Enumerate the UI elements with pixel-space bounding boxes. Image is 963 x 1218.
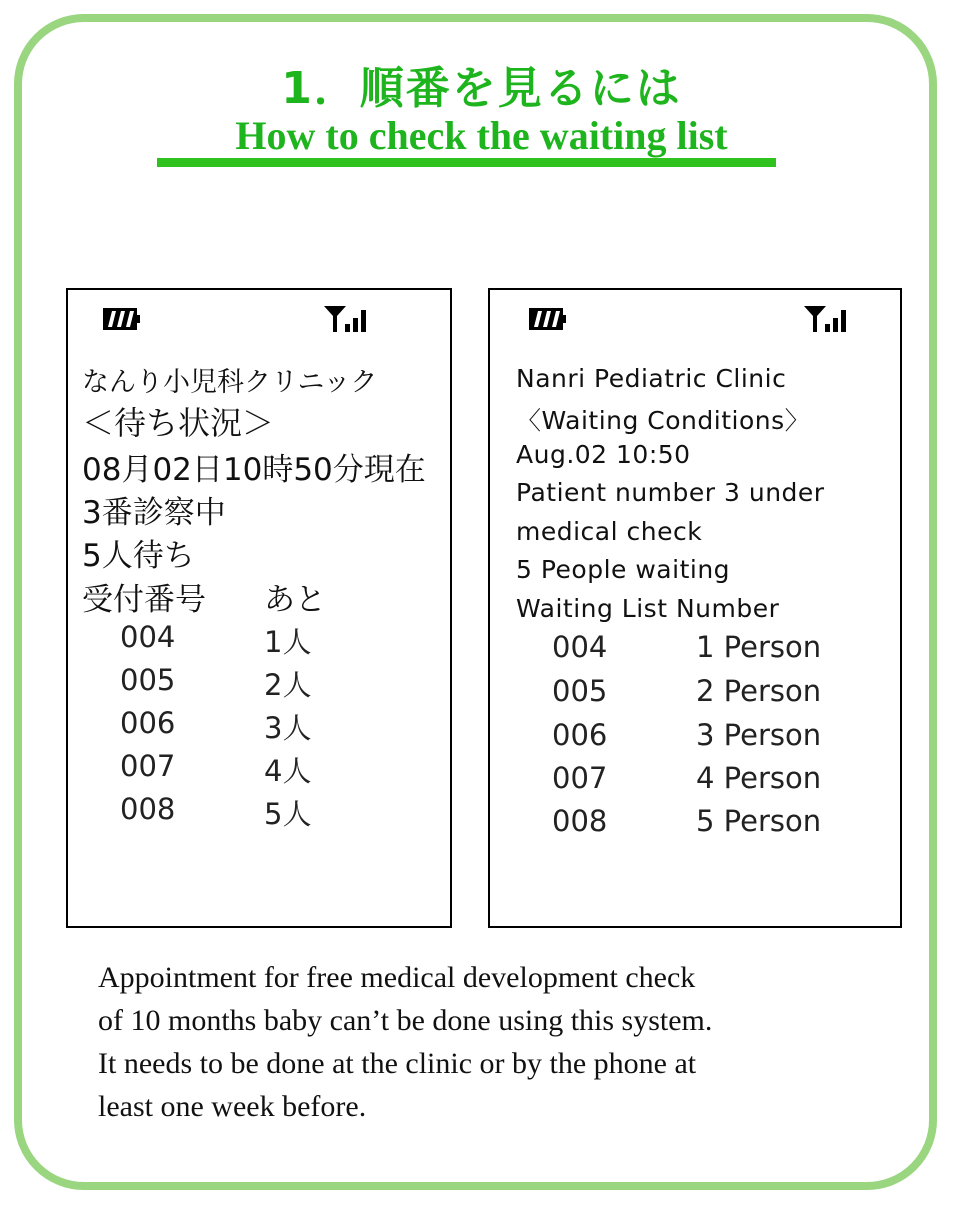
list-item-number: 007	[552, 761, 608, 795]
list-item-number: 008	[120, 792, 176, 826]
list-item-remaining: 2人	[264, 668, 312, 702]
list-item-number: 006	[120, 706, 176, 740]
list-item-number: 005	[552, 674, 608, 708]
waiting-count: 5 People waiting	[516, 555, 731, 584]
list-item-remaining: 4 Person	[696, 761, 822, 795]
current-datetime: 08月02日10時50分現在	[82, 452, 426, 488]
title-underline	[157, 158, 776, 167]
list-item-remaining: 3 Person	[696, 718, 822, 752]
list-item-number: 005	[120, 663, 176, 697]
in-exam-status-continued: medical check	[516, 517, 703, 546]
note-line: It needs to be done at the clinic or by the phone at	[98, 1047, 697, 1080]
note-line: least one week before.	[98, 1090, 367, 1123]
note-line: Appointment for free medical development check	[98, 961, 696, 994]
list-item-remaining: 1人	[264, 625, 312, 659]
column-remaining: あと	[264, 582, 326, 618]
appointment-note	[98, 956, 878, 1128]
current-datetime: Aug.02 10:50	[516, 440, 691, 469]
list-item-remaining: 5 Person	[696, 804, 822, 838]
in-exam-status: 3番診察中	[82, 495, 226, 531]
signal-antenna-icon	[324, 304, 374, 334]
list-item-number: 004	[120, 620, 176, 654]
waiting-count: 5人待ち	[82, 538, 195, 574]
list-item-remaining: 2 Person	[696, 674, 822, 708]
signal-antenna-icon	[804, 304, 854, 334]
battery-icon	[528, 306, 566, 332]
waiting-heading: 〈Waiting Conditions〉	[516, 406, 811, 435]
clinic-name: Nanri Pediatric Clinic	[516, 364, 787, 393]
waiting-list-label: Waiting List Number	[516, 594, 780, 623]
note-line: of 10 months baby can’t be done using this system.	[98, 1004, 713, 1037]
list-item-number: 004	[552, 630, 608, 664]
list-item-remaining: 5人	[264, 797, 312, 831]
list-item-remaining: 4人	[264, 754, 312, 788]
waiting-heading: ＜待ち状況＞	[82, 404, 275, 442]
list-item-number: 006	[552, 718, 608, 752]
in-exam-status: Patient number 3 under	[516, 478, 825, 507]
list-item-remaining: 1 Person	[696, 630, 822, 664]
clinic-name: なんり小児科クリニック	[82, 367, 378, 398]
battery-icon	[102, 306, 140, 332]
list-item-remaining: 3人	[264, 711, 312, 745]
page-title-japanese: 1．順番を見るには	[281, 63, 682, 114]
list-item-number: 008	[552, 804, 608, 838]
phone-screen-english	[488, 288, 902, 928]
column-reception-number: 受付番号	[82, 582, 206, 618]
phone-screen-japanese	[66, 288, 452, 928]
list-item-number: 007	[120, 749, 176, 783]
page-title-english: How to check the waiting list	[235, 113, 728, 158]
